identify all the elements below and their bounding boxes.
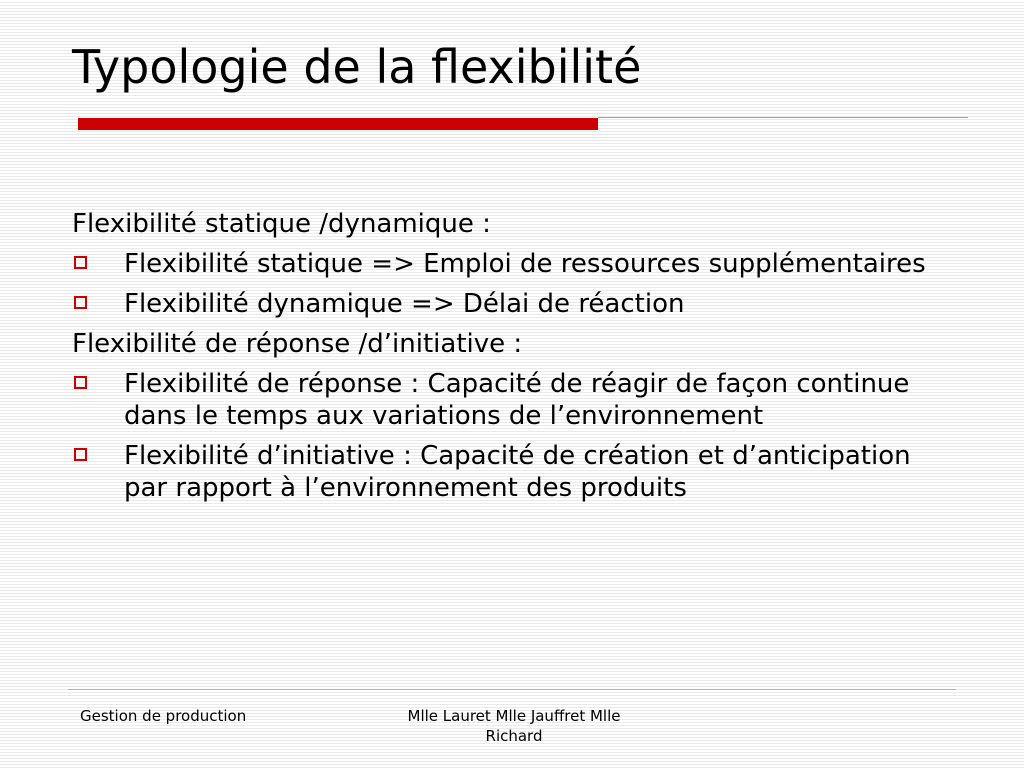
title-underline-rule [598, 117, 968, 118]
bullet-text: Flexibilité dynamique => Délai de réaction [124, 289, 685, 319]
section-heading-response-initiative: Flexibilité de réponse /d’initiative : [72, 329, 523, 359]
bullet-text: Flexibilité d’initiative : Capacité de création et d’anticipation par rapport à l’environnement des produits [124, 441, 911, 503]
hollow-square-icon [74, 376, 87, 389]
footer-authors: Mlle Lauret Mlle Jauffret Mlle Richard [407, 707, 621, 745]
title-underline-bar [78, 118, 598, 130]
bullet-text: Flexibilité de réponse : Capacité de réagir de façon continue dans le temps aux variations de l’environnement [124, 369, 910, 431]
slide-content [72, 208, 952, 512]
hollow-square-icon [74, 256, 87, 269]
hollow-square-icon [74, 448, 87, 461]
slide-title: Typologie de la flexibilité [72, 40, 642, 94]
bullet-item [72, 440, 952, 504]
bullet-text: Flexibilité statique => Emploi de ressources supplémentaires [124, 249, 926, 279]
bullet-item [72, 288, 952, 320]
bullet-item [72, 248, 952, 280]
footer-divider [68, 689, 956, 690]
bullet-item [72, 368, 952, 432]
footer-course-title: Gestion de production [80, 707, 247, 725]
hollow-square-icon [74, 296, 87, 309]
section-heading-static-dynamic: Flexibilité statique /dynamique : [72, 209, 491, 239]
